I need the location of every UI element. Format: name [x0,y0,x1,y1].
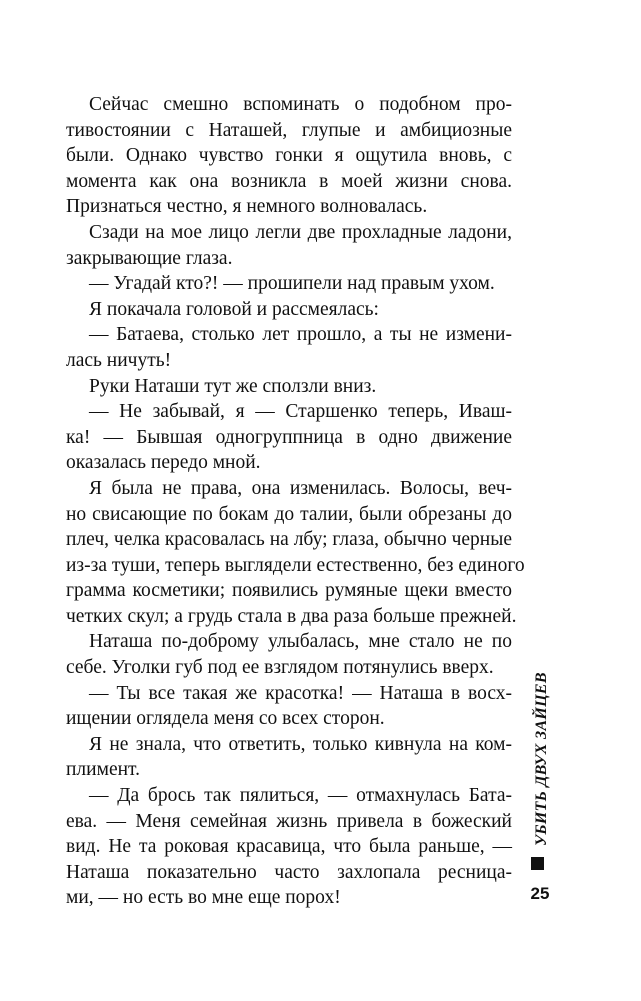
text-line: ева. — Меня семейная жизнь привела в божеский [66,810,512,832]
text-line: себе. Уголки губ под ее взглядом потянулись вверх. [66,657,494,679]
text-line: Я покачала головой и рассмеялась: [89,298,379,320]
running-title: УБИТЬ ДВУХ ЗАЙЦЕВ [533,672,550,846]
text-line: но свисающие по бокам до талии, были обрезаны до [66,503,512,525]
text-line: вид. Не та роковая красавица, что была раньше, — [66,836,512,858]
text-line: плимент. [66,759,140,781]
text-line: ищении оглядела меня со всех сторон. [66,708,385,730]
text-line: грамма косметики; появились румяные щеки вместо [66,580,512,602]
text-line: из-за туши, теперь выглядели естественно, без единого [66,554,525,576]
text-line: четких скул; а грудь стала в два раза больше прежней. [66,605,517,627]
text-line: ка! — Бывшая одногруппница в одно движение [66,426,512,448]
text-line: Сейчас смешно вспоминать о подобном про- [89,94,512,115]
text-line: закрывающие глаза. [66,247,233,269]
text-line: Наташа показательно часто захлопала ресница- [66,861,512,883]
text-line: лась ничуть! [66,349,172,371]
text-line: тивостоянии с Наташей, глупые и амбициозные [66,119,512,141]
text-line: ми, — но есть во мне еще порох! [66,887,341,909]
text-line: Я не знала, что ответить, только кивнула на ком- [89,733,512,755]
text-line: — Батаева, столько лет прошло, а ты не измени- [89,324,512,346]
text-line: Я была не права, она изменилась. Волосы, веч- [89,477,512,499]
text-line: — Да брось так пялиться, — отмахнулась Бата- [89,785,512,807]
text-line: Признаться честно, я немного волновалась. [66,196,428,218]
text-line: оказалась передо мной. [66,452,261,474]
body-text [66,92,525,911]
text-line: Сзади на мое лицо легли две прохладные ладони, [89,221,512,243]
text-line: Наташа по-доброму улыбалась, мне стало не по [89,631,512,653]
text-line: момента как она возникла в моей жизни снова. [66,170,512,192]
text-line: были. Однако чувство гонки я ощутила вновь, с [66,145,512,167]
page-number: 25 [530,884,550,903]
text-line: — Ты все такая же красотка! — Наташа в восх- [89,682,512,704]
text-line: Руки Наташи тут же сползли вниз. [89,375,377,397]
text-line: плеч, челка красовалась на лбу; глаза, обычно черные [66,529,512,551]
text-line: — Не забывай, я — Старшенко теперь, Иваш- [89,401,512,423]
text-line: — Угадай кто?! — прошипели над правым ухом. [89,273,495,295]
square-marker-icon [531,857,544,870]
